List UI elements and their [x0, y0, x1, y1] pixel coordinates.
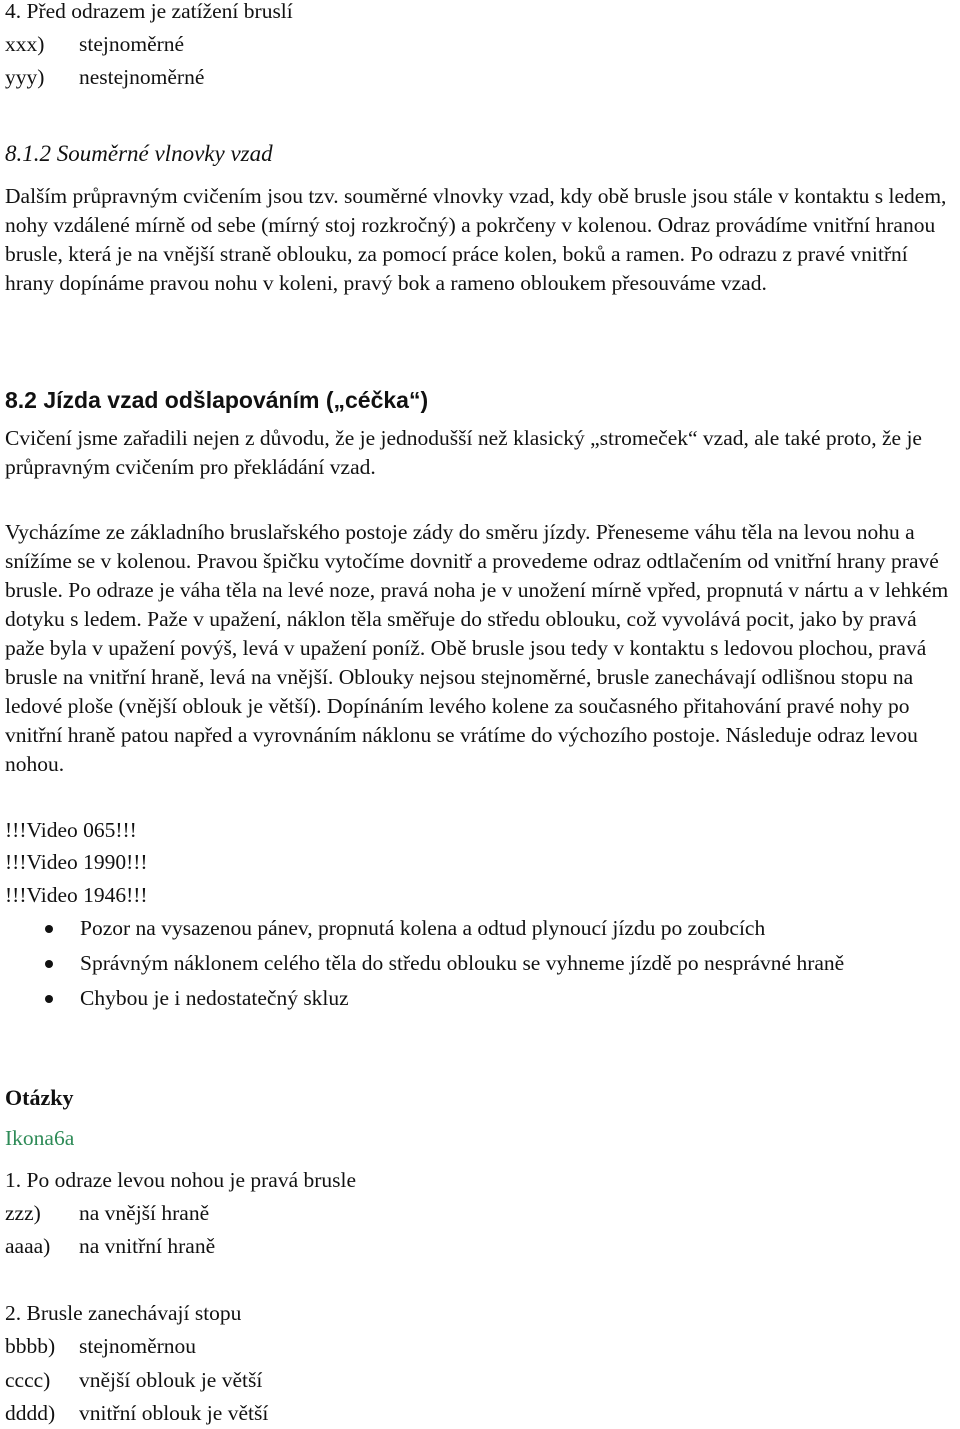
- video-ref-3: !!!Video 1946!!!: [5, 883, 148, 907]
- question-4-option-b: [5, 63, 204, 92]
- video-ref-2: !!!Video 1990!!!: [5, 850, 148, 874]
- question-1-option-a: [5, 1199, 209, 1228]
- option-label: zzz): [5, 1201, 41, 1225]
- section-82-heading: 8.2 Jízda vzad odšlapováním („céčka“): [5, 387, 429, 413]
- option-text: stejnoměrné: [79, 32, 185, 56]
- question-1-option-b: [5, 1232, 215, 1261]
- section-812-paragraph: Dalším průpravným cvičením jsou tzv. souměrné vlnovky vzad, kdy obě brusle jsou stále v kontaktu s ledem, nohy vzdálené mírně od sebe (mírný stoj rozkročný) a pokrčeny v kolenou. Odraz provádíme vnitřní hranou brusle, která je na vnější straně oblouku, za pomocí práce kolen, boků a ramen. Po odrazu z pravé vnitřní hrany dopínáme pravou nohu v koleni, pravý bok a rameno obloukem přesouváme vzad.: [5, 184, 947, 295]
- bullet-icon: [45, 960, 53, 968]
- section-82-paragraph-2: Vycházíme ze základního bruslařského postoje zády do směru jízdy. Přeneseme váhu těla na levou nohu a snížíme se v kolenou. Pravou špičku vytočíme dovnitř a provedeme odraz odtlačením od vnitřní hrany pravé brusle. Po odraze je váha těla na levé noze, pravá noha je v unožení mírně vpřed, propnutá v nártu a v lehkém dotyku s ledem. Paže v upažení, náklon těla směřuje do středu oblouku, což vyvolává pocit, jako by pravá paže byla v upažení povýš, levá v upažení poníž. Obě brusle jsou tedy v kontaktu s ledovou plochou, pravá brusle na vnitřní hraně, levá na vnější. Oblouky nejsou stejnoměrné, brusle zanechávají odlišnou stopu na ledové ploše (vnější oblouk je větší). Dopínáním levého kolene za současného přitahování pravé nohy po vnitřní hraně patou napřed a vyrovnáním náklonu se vrátíme do výchozího postoje. Následuje odraz levou nohou.: [5, 520, 949, 776]
- option-label: xxx): [5, 32, 45, 56]
- question-2-option-b: [5, 1366, 262, 1395]
- list-item: [5, 949, 950, 978]
- option-label: yyy): [5, 65, 45, 89]
- section-82-paragraph-1: Cvičení jsme zařadili nejen z důvodu, že je jednodušší než klasický „stromeček“ vzad, ale také proto, že je průpravným cvičením pro překládání vzad.: [5, 426, 922, 479]
- option-label: bbbb): [5, 1334, 56, 1358]
- list-item: [5, 914, 950, 943]
- question-2-option-a: [5, 1332, 196, 1361]
- option-label: aaaa): [5, 1234, 51, 1258]
- questions-heading: Otázky: [5, 1085, 74, 1110]
- option-label: dddd): [5, 1401, 56, 1425]
- option-text: na vnitřní hraně: [79, 1234, 216, 1258]
- question-2-option-c: [5, 1399, 268, 1428]
- list-item-text: Správným náklonem celého těla do středu oblouku se vyhneme jízdě po nesprávné hraně: [80, 951, 845, 975]
- bullet-icon: [45, 995, 53, 1003]
- option-text: vnitřní oblouk je větší: [79, 1401, 269, 1425]
- icon-reference: Ikona6a: [5, 1126, 75, 1150]
- section-812-heading: 8.1.2 Souměrné vlnovky vzad: [5, 141, 273, 166]
- question-4-option-a: [5, 30, 184, 59]
- list-item-text: Pozor na vysazenou pánev, propnutá kolena a odtud plynoucí jízdu po zoubcích: [80, 916, 766, 940]
- bullet-icon: [45, 925, 53, 933]
- option-text: vnější oblouk je větší: [79, 1368, 263, 1392]
- option-text: nestejnoměrné: [79, 65, 205, 89]
- question-4-title: 4. Před odrazem je zatížení bruslí: [5, 0, 293, 23]
- question-2-title: 2. Brusle zanechávají stopu: [5, 1301, 242, 1325]
- video-ref-1: !!!Video 065!!!: [5, 818, 137, 842]
- list-item: [5, 984, 950, 1013]
- question-1-title: 1. Po odraze levou nohou je pravá brusle: [5, 1168, 357, 1192]
- list-item-text: Chybou je i nedostatečný skluz: [80, 986, 349, 1010]
- tips-bullet-list: [5, 914, 950, 1013]
- option-text: stejnoměrnou: [79, 1334, 197, 1358]
- option-label: cccc): [5, 1368, 51, 1392]
- option-text: na vnější hraně: [79, 1201, 210, 1225]
